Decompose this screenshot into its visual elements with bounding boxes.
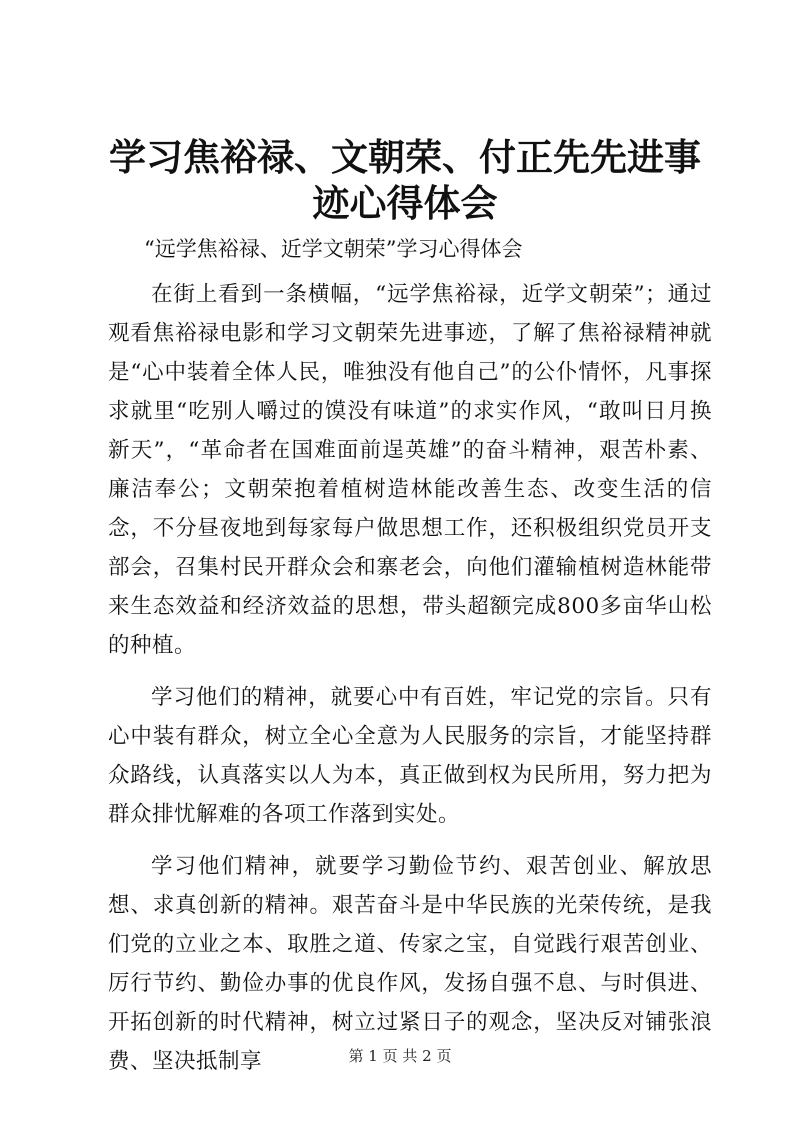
paragraph: 学习他们精神，就要学习勤俭节约、艰苦创业、解放思想、求真创新的精神。艰苦奋斗是中华民族的光荣传统，是我们党的立业之本、取胜之道、传家之宝，自觉践行艰苦创业、厉行节约、勤俭办事的优良作风，发扬自强不息、与时俱进、开拓创新的时代精神，树立过紧日子的观念，坚决反对铺张浪费、坚决抵制享 xyxy=(108,854,712,1074)
page-number-footer: 第 1 页 共 2 页 xyxy=(348,1047,452,1065)
document-subtitle: “远学焦裕禄、近学文朝荣”学习心得体会 xyxy=(144,237,523,261)
paragraph: 在街上看到一条横幅，“远学焦裕禄，近学文朝荣”；通过观看焦裕禄电影和学习文朝荣先进事迹，了解了焦裕禄精神就是“心中装着全体人民，唯独没有他自己”的公仆情怀，凡事探求就里“吃别人嚼过的馍没有味道”的求实作风，“敢叫日月换新天”，“革命者在国难面前逞英雄”的奋斗精神，艰苦朴素、廉洁奉公；文朝荣抱着植树造林能改善生态、改变生活的信念，不分昼夜地到每家每户做思想工作，还积极组织党员开支部会，召集村民开群众会和寨老会，向他们灌输植树造林能带来生态效益和经济效益的思想，带头超额完成800多亩华山松的种植。 xyxy=(108,282,712,658)
paragraph: 学习他们的精神，就要心中有百姓，牢记党的宗旨。只有心中装有群众，树立全心全意为人民服务的宗旨，才能坚持群众路线，认真落实以人为本，真正做到权为民所用，努力把为群众排忧解难的各项工作落到实处。 xyxy=(108,685,712,827)
document-title: 学习焦裕禄、文朝荣、付正先先进事迹心得体会 xyxy=(109,135,701,225)
document-body xyxy=(108,232,712,1094)
